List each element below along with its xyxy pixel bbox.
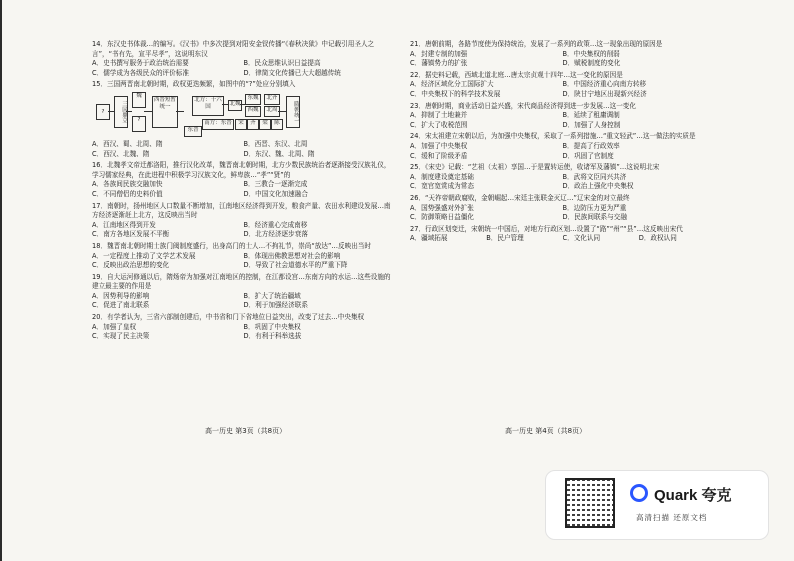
diagram-box: 东魏 — [245, 94, 261, 105]
diagram-arrow — [278, 111, 286, 112]
option-d: D．民族间联系与交融 — [562, 213, 627, 222]
option-d: D．政权认同 — [638, 234, 677, 243]
options — [410, 234, 715, 244]
option-a: A．一定程度上推动了文学艺术发展 — [92, 251, 196, 260]
options — [92, 221, 395, 240]
option-b: B．延续了租庸调制 — [562, 111, 620, 120]
diagram-box: 南方：东晋 — [202, 119, 234, 130]
quark-logo-icon — [630, 484, 648, 502]
question-18 — [92, 242, 395, 271]
option-d: D．有利于科举选拔 — [243, 332, 302, 341]
qr-code[interactable] — [565, 478, 615, 528]
option-c: C．扩大了收税范围 — [410, 120, 468, 129]
page-footer-left: 高一历史 第3页（共8页） — [205, 427, 287, 435]
option-b: B．体现出佛教思想对社会的影响 — [243, 251, 341, 260]
option-b: B．边防压力更为严重 — [562, 203, 627, 212]
question-stem: 17．南朝时，扬州地区人口数量不断增加，江南地区经济得到开发，粮食产量、农田水利建设发展…南方经济逐渐赶上北方，这反映出当时 — [92, 201, 391, 220]
diagram-box: 东晋 — [184, 126, 202, 137]
diagram-box: 三国鼎立 — [114, 96, 128, 128]
diagram-box: 西魏 — [245, 106, 261, 117]
option-d: D．律简文化传播已大大超越传统 — [243, 68, 341, 77]
question-stem: 16．北魏孝文帝迁都洛阳，推行汉化改革，魏晋南北朝时期，北方少数民族统治者逐渐接受汉族礼仪，学习儒家经典，在此进程中积极学习汉族文化，鲜卑族…“孝”“贤”的 — [92, 161, 391, 179]
question-14 — [92, 40, 395, 78]
option-a: A．西汉、蜀、北周、隋 — [92, 139, 163, 148]
option-a: A．抑制了土地兼并 — [410, 111, 468, 120]
quark-subtitle: 高清扫描 还原文档 — [636, 513, 708, 522]
option-d: D．中国文化加速融合 — [243, 189, 308, 198]
option-d: D．利于加强经济联系 — [243, 301, 308, 310]
option-a: A．制度建设奠定基础 — [410, 172, 474, 181]
option-c: C．宽官宽赏成为常态 — [410, 182, 474, 191]
diagram-box: ? — [96, 104, 110, 120]
option-b: B．巩固了中央集权 — [243, 322, 301, 331]
option-a: A．疆域拓展 — [410, 234, 448, 243]
option-a: A．江南地区得到开发 — [92, 220, 156, 229]
options — [410, 173, 715, 192]
diagram-box: 隋朝统一 — [286, 96, 300, 128]
option-d: D．赋税制度的变化 — [562, 59, 621, 68]
option-b: B．三教合一逐渐完成 — [243, 180, 308, 189]
options — [92, 292, 395, 311]
question-stem: 22．据史料记载，西域北道北庭…唐太宗贞观十四年…这一变化的原因是 — [410, 70, 623, 79]
diagram-box: 宋 — [235, 119, 247, 130]
option-a: A．加强了中央集权 — [410, 141, 468, 150]
options — [92, 323, 395, 342]
options — [410, 204, 715, 223]
option-a: A．国势强盛对外扩张 — [410, 203, 474, 212]
question-27 — [410, 225, 715, 244]
question-stem: 21．唐朝前期，各路节度使为保持统治，发展了一系列的政策…这一现象出现的原因是 — [410, 40, 663, 48]
question-23 — [410, 102, 715, 131]
option-b: B．提高了行政效率 — [562, 141, 620, 150]
option-d: D．北方经济逐步衰落 — [243, 230, 308, 239]
option-c: C．文化认同 — [562, 234, 601, 243]
diagram-arrow — [126, 111, 132, 112]
option-c: C．中央集权下的科学技术发展 — [410, 89, 501, 98]
options — [92, 59, 395, 78]
option-b: B．经济重心完成南移 — [243, 220, 308, 229]
diagram-box: 北周 — [264, 106, 280, 117]
diagram-box: 梁 — [259, 119, 271, 130]
options — [410, 50, 715, 69]
question-20 — [92, 313, 395, 342]
option-a: A．加强了皇权 — [92, 322, 137, 331]
options — [410, 142, 715, 161]
diagram-arrow — [176, 111, 184, 112]
option-c: C．反映出政治思想的变化 — [92, 261, 170, 270]
option-d: D．导致了社会道德水平的严重下降 — [243, 261, 348, 270]
option-b: B．中国经济重心向南方转移 — [562, 80, 647, 89]
quark-brand: Quark 夸克 — [654, 487, 732, 504]
dynasty-diagram — [92, 92, 395, 138]
option-c: C．西汉、北魏、隋 — [92, 149, 150, 158]
option-b: B．西晋、东汉、北周 — [243, 139, 308, 148]
option-a: A．因势利导的影响 — [92, 291, 150, 300]
option-c: C．南方各地区发展不平衡 — [92, 230, 170, 239]
question-stem: 15．三国两晋南北朝时期，政权更迭频繁，如图中的“?”处应分别填入 — [92, 80, 296, 89]
option-d: D．陕甘宁地区出现新兴经济 — [562, 89, 647, 98]
question-21 — [410, 40, 715, 69]
diagram-box: 北齐 — [264, 94, 280, 105]
question-stem: 14．东汉史书体裁…的编写。《汉书》中多次提到对阳安金钗传播“《春秋决狱》中记载引用圣人之言”，“书有先，宣平尽孝”，这说明东汉 — [92, 40, 375, 58]
question-16 — [92, 161, 395, 199]
options — [410, 111, 715, 130]
question-stem: 19．自大运河修通以后，隋炀帝为加强对江南地区的控制，在江都设宫…东南方向的水运…这些设施的建立最主要的作用是 — [92, 272, 391, 291]
diagram-box: 陈 — [271, 119, 283, 130]
page-footer-right: 高一历史 第4页（共8页） — [505, 427, 587, 435]
option-d: D．东汉、魏、北周、隋 — [243, 149, 315, 158]
question-19 — [92, 273, 395, 311]
option-c: C．实现了民主决策 — [92, 332, 150, 341]
left-page-column — [92, 40, 395, 344]
question-stem: 27．行政区划变迁，宋朝统一中国后，对地方行政区划…设置了“路”“州”“县”…这反映出宋代 — [410, 224, 683, 233]
right-page-column — [410, 40, 715, 246]
diagram-box: 北魏 — [228, 100, 242, 111]
question-24 — [410, 132, 715, 161]
options — [92, 252, 395, 271]
option-c: C．缓和了阶级矛盾 — [410, 151, 468, 160]
question-stem: 20．有学者认为，三省六部制创建后，中书省和门下省地位日益突出，改变了过去…中央集权 — [92, 313, 365, 322]
diagram-box: 北方：十六国 — [192, 96, 224, 116]
question-stem: 25．《宋史》记载：“艺祖（太祖）享国…于是置转运使，收诸军及藩镇”…这说明北宋 — [410, 163, 660, 172]
question-stem: 18．魏晋南北朝时期士族门阀制度盛行，出身高门的士人…不拘礼节，崇尚“放达”…反映出当时 — [92, 241, 371, 250]
question-stem: 24．宋太祖建立宋朝以后，为加强中央集权，采取了一系列措施…“重文轻武”…这一做法的实质是 — [410, 132, 696, 141]
option-d: D．政治上强化中央集权 — [562, 182, 634, 191]
question-17 — [92, 202, 395, 240]
option-a: A．各族间民族交融加快 — [92, 180, 163, 189]
option-d: D．巩固了官制度 — [562, 151, 614, 160]
question-26 — [410, 194, 715, 223]
option-c: C．防御策略日益僵化 — [410, 213, 474, 222]
option-c: C．藩镇势力的扩张 — [410, 59, 468, 68]
option-a: A．经济区域化分工国际扩大 — [410, 80, 494, 89]
option-b: B．扩大了统治疆域 — [243, 291, 301, 300]
option-a: A．史书撰写服务于政治统治需要 — [92, 59, 189, 68]
option-c: C．促进了南北联系 — [92, 301, 150, 310]
option-b: B．民户管理 — [486, 234, 524, 243]
diagram-box: ? — [132, 116, 146, 132]
question-15 — [92, 80, 395, 159]
option-a: A．封建专制的加强 — [410, 49, 468, 58]
options — [92, 180, 395, 199]
question-25 — [410, 163, 715, 192]
question-22 — [410, 71, 715, 100]
diagram-box: 西晋短暂统一 — [152, 96, 178, 128]
options — [410, 80, 715, 99]
option-c: C．不同僧侣的史料价值 — [92, 189, 163, 198]
diagram-box: 魏 — [132, 92, 146, 108]
option-c: C．儒学成为各级民众的评价标准 — [92, 68, 189, 77]
question-stem: 23．唐朝时期，商业活动日益兴盛，宋代商品经济得到进一步发展…这一变化 — [410, 101, 636, 110]
options — [92, 140, 395, 159]
option-b: B．中央集权的削弱 — [562, 49, 620, 58]
option-b: B．武将文臣同兴共济 — [562, 172, 627, 181]
left-binding-edge — [0, 0, 2, 561]
option-b: B．民众思维认识日益提高 — [243, 59, 321, 68]
question-stem: 26．“天祚帝朝政腐败，金朝崛起…宋廷主张联金灭辽…”辽宋金的对立最终 — [410, 193, 630, 202]
diagram-arrow — [144, 111, 152, 112]
diagram-box: 齐 — [247, 119, 259, 130]
option-d: D．加强了人身控制 — [562, 120, 621, 129]
